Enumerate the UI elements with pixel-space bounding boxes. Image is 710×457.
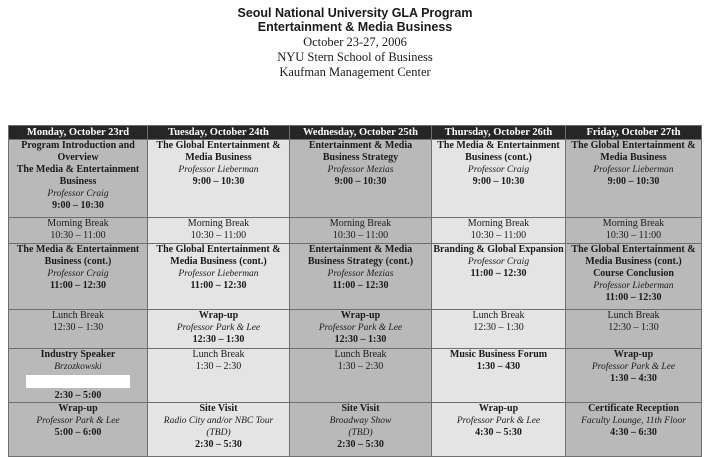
break-time: 10:30 – 11:00 bbox=[470, 230, 527, 241]
session-tbd: (TBD) bbox=[206, 428, 231, 438]
session-location: Faculty Lounge, 11th Floor bbox=[581, 416, 686, 426]
session-time: 9:00 – 10:30 bbox=[334, 176, 387, 187]
session-cell bbox=[148, 244, 290, 310]
break-time: 10:30 – 11:00 bbox=[50, 230, 106, 241]
day-header-friday: Friday, October 27th bbox=[566, 126, 702, 140]
session-cell bbox=[148, 310, 290, 349]
session-cell bbox=[566, 349, 702, 403]
session-professor: Brzozkowski bbox=[54, 362, 102, 372]
session-professor: Professor Mezias bbox=[327, 165, 394, 175]
session-title: The Global Entertainment & Media Business (cont.) bbox=[571, 244, 696, 267]
break-time: 12:30 – 1:30 bbox=[52, 322, 104, 333]
break-cell bbox=[148, 349, 290, 403]
session-title: Site Visit bbox=[199, 403, 238, 414]
session-professor: Professor Park & Lee bbox=[591, 362, 676, 372]
session-cell bbox=[432, 140, 566, 218]
session-time: 11:00 – 12:30 bbox=[332, 280, 389, 291]
break-cell bbox=[290, 349, 432, 403]
break-label: Lunch Break bbox=[52, 310, 104, 321]
session-title: The Media & Entertainment Business bbox=[16, 164, 140, 187]
schedule-row bbox=[9, 310, 702, 349]
break-label: Lunch Break bbox=[334, 349, 387, 360]
venue-name: Kaufman Management Center bbox=[279, 65, 431, 79]
session-time: 9:00 – 10:30 bbox=[607, 176, 660, 187]
break-cell bbox=[432, 218, 566, 244]
session-time: 4:30 – 5:30 bbox=[475, 427, 522, 438]
break-label: Morning Break bbox=[47, 218, 109, 229]
session-time: 9:00 – 10:30 bbox=[192, 176, 245, 187]
session-professor: Professor Craig bbox=[467, 165, 530, 175]
day-header-wednesday: Wednesday, October 25th bbox=[290, 126, 432, 140]
session-time: 4:30 – 6:30 bbox=[610, 427, 657, 438]
session-title: Wrap-up bbox=[58, 403, 98, 414]
redaction-box bbox=[26, 375, 130, 388]
break-time: 12:30 – 1:30 bbox=[608, 322, 659, 333]
day-header-thursday: Thursday, October 26th bbox=[432, 126, 566, 140]
school-name: NYU Stern School of Business bbox=[277, 50, 433, 64]
break-label: Morning Break bbox=[467, 218, 530, 229]
session-time: 5:00 – 6:00 bbox=[54, 427, 102, 438]
session-time: 2:30 – 5:30 bbox=[195, 439, 242, 450]
session-cell bbox=[148, 403, 290, 457]
session-professor: Professor Lieberman bbox=[178, 165, 259, 175]
session-professor: Professor Mezias bbox=[327, 269, 394, 279]
session-description: Radio City and/or NBC Tour bbox=[163, 416, 274, 426]
session-title: Wrap-up bbox=[198, 310, 239, 321]
schedule-row bbox=[9, 349, 702, 403]
day-header-row bbox=[9, 126, 702, 140]
session-cell bbox=[432, 244, 566, 310]
session-cell bbox=[566, 244, 702, 310]
session-time: 11:00 – 12:30 bbox=[190, 280, 247, 291]
session-cell bbox=[566, 140, 702, 218]
session-cell bbox=[432, 403, 566, 457]
session-title: Wrap-up bbox=[478, 403, 519, 414]
day-header-monday: Monday, October 23rd bbox=[9, 126, 148, 140]
session-title: The Media & Entertainment Business (cont.) bbox=[16, 244, 140, 267]
session-time: 9:00 – 10:30 bbox=[472, 176, 525, 187]
break-cell bbox=[9, 218, 148, 244]
break-time: 10:30 – 11:00 bbox=[190, 230, 247, 241]
session-cell bbox=[290, 310, 432, 349]
program-subtitle: Entertainment & Media Business bbox=[257, 20, 453, 34]
break-label: Lunch Break bbox=[192, 349, 245, 360]
schedule-row bbox=[9, 140, 702, 218]
session-cell bbox=[290, 403, 432, 457]
session-cell bbox=[9, 140, 148, 218]
break-cell bbox=[432, 310, 566, 349]
break-label: Morning Break bbox=[329, 218, 392, 229]
session-title: Program Introduction and Overview bbox=[21, 140, 135, 163]
session-cell bbox=[566, 403, 702, 457]
session-cell bbox=[148, 140, 290, 218]
break-cell bbox=[566, 218, 702, 244]
break-cell bbox=[9, 310, 148, 349]
session-professor: Professor Craig bbox=[47, 189, 109, 199]
session-title: Wrap-up bbox=[340, 310, 381, 321]
session-title: Certificate Reception bbox=[588, 403, 679, 414]
program-dates: October 23-27, 2006 bbox=[303, 35, 407, 49]
session-professor: Professor Lieberman bbox=[593, 165, 674, 175]
break-cell bbox=[566, 310, 702, 349]
session-time: 1:30 – 430 bbox=[476, 361, 521, 372]
session-professor: Professor Craig bbox=[467, 257, 530, 267]
session-cell bbox=[290, 244, 432, 310]
break-label: Morning Break bbox=[602, 218, 665, 229]
schedule-table bbox=[8, 125, 702, 457]
break-time: 1:30 – 2:30 bbox=[195, 361, 242, 372]
schedule-row bbox=[9, 218, 702, 244]
session-time: 2:30 – 5:00 bbox=[54, 390, 102, 401]
session-title: Course Conclusion bbox=[593, 268, 674, 279]
break-time: 1:30 – 2:30 bbox=[337, 361, 384, 372]
break-label: Lunch Break bbox=[472, 310, 525, 321]
session-description: Broadway Show bbox=[329, 416, 392, 426]
session-professor: Professor Lieberman bbox=[593, 281, 674, 291]
schedule-row bbox=[9, 244, 702, 310]
session-title: Music Business Forum bbox=[449, 349, 548, 360]
session-professor: Professor Park & Lee bbox=[318, 323, 403, 333]
session-title: Entertainment & Media Business Strategy bbox=[308, 140, 413, 163]
break-cell bbox=[148, 218, 290, 244]
session-cell bbox=[290, 140, 432, 218]
session-title: Wrap-up bbox=[613, 349, 654, 360]
session-time: 11:00 – 12:30 bbox=[605, 292, 662, 303]
program-title: Seoul National University GLA Program bbox=[237, 6, 473, 20]
session-title: The Media & Entertainment Business (cont.) bbox=[437, 140, 560, 163]
session-time: 1:30 – 4:30 bbox=[610, 373, 657, 384]
day-header-tuesday: Tuesday, October 24th bbox=[148, 126, 290, 140]
break-time: 10:30 – 11:00 bbox=[605, 230, 662, 241]
break-label: Lunch Break bbox=[607, 310, 660, 321]
session-tbd: (TBD) bbox=[348, 428, 373, 438]
session-professor: Professor Park & Lee bbox=[456, 416, 541, 426]
session-title: Branding & Global Expansion bbox=[433, 244, 564, 255]
session-professor: Professor Craig bbox=[47, 269, 109, 279]
session-cell bbox=[9, 349, 148, 403]
session-professor: Professor Park & Lee bbox=[36, 416, 120, 426]
session-title: Industry Speaker bbox=[40, 349, 116, 360]
session-time: 11:00 – 12:30 bbox=[470, 268, 527, 279]
session-time: 9:00 – 10:30 bbox=[52, 200, 104, 211]
break-label: Morning Break bbox=[187, 218, 250, 229]
session-title: The Global Entertainment & Media Business (cont.) bbox=[156, 244, 281, 267]
session-time: 12:30 – 1:30 bbox=[192, 334, 245, 345]
session-title: Entertainment & Media Business Strategy (cont.) bbox=[307, 244, 414, 267]
session-professor: Professor Park & Lee bbox=[176, 323, 261, 333]
session-title: Site Visit bbox=[341, 403, 380, 414]
session-time: 2:30 – 5:30 bbox=[337, 439, 384, 450]
session-cell bbox=[9, 403, 148, 457]
break-time: 12:30 – 1:30 bbox=[473, 322, 524, 333]
session-cell bbox=[432, 349, 566, 403]
schedule-row bbox=[9, 403, 702, 457]
session-professor: Professor Lieberman bbox=[178, 269, 259, 279]
break-time: 10:30 – 11:00 bbox=[332, 230, 389, 241]
session-time: 12:30 – 1:30 bbox=[334, 334, 387, 345]
session-time: 11:00 – 12:30 bbox=[49, 280, 107, 291]
session-cell bbox=[9, 244, 148, 310]
session-title: The Global Entertainment & Media Business bbox=[156, 140, 281, 163]
break-cell bbox=[290, 218, 432, 244]
session-title: The Global Entertainment & Media Business bbox=[571, 140, 696, 163]
